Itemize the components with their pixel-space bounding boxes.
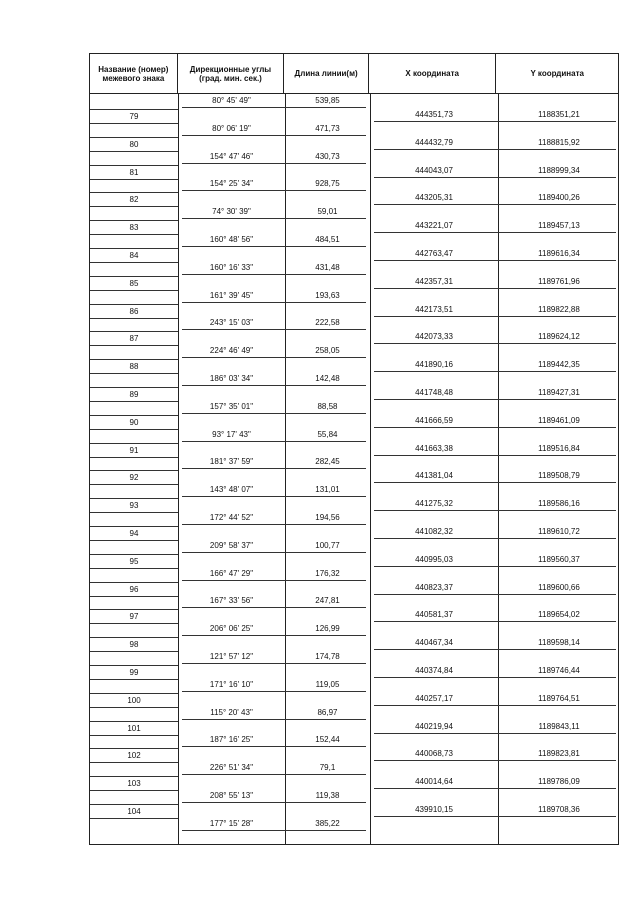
point-y: 1189761,96 — [538, 276, 580, 286]
segment-angle: 154° 25' 34" — [209, 179, 254, 189]
point-x: 440467,34 — [415, 638, 453, 648]
coord-underline — [374, 510, 616, 511]
point-y: 1189610,72 — [538, 526, 580, 536]
row-divider — [90, 234, 178, 235]
point-name: 82 — [129, 195, 139, 205]
row-divider — [90, 331, 178, 332]
point-x: 444351,73 — [415, 109, 453, 119]
point-x: 440581,37 — [415, 610, 453, 620]
segment-length: 282,45 — [315, 457, 340, 467]
point-y: 1189786,09 — [538, 777, 580, 787]
segment-angle: 226° 51' 34" — [209, 763, 254, 773]
segment-angle: 209° 58' 37" — [209, 540, 254, 550]
segment-underline — [182, 691, 366, 692]
segment-angle: 172° 44' 52" — [209, 513, 254, 522]
point-y: 1189708,36 — [538, 804, 580, 814]
segment-angle: 181° 37' 59" — [209, 457, 254, 467]
coord-underline — [374, 427, 616, 428]
point-name: 91 — [129, 445, 139, 455]
point-y: 1188999,34 — [538, 165, 580, 175]
row-divider — [90, 192, 178, 193]
row-divider — [90, 818, 178, 819]
coord-underline — [374, 149, 616, 150]
point-x: 442073,33 — [415, 332, 453, 342]
point-name: 94 — [129, 528, 139, 538]
point-x: 441663,38 — [415, 443, 453, 453]
row-divider — [90, 457, 178, 458]
point-x: 443221,07 — [415, 221, 453, 231]
segment-underline — [182, 163, 366, 164]
header-x: X координата — [369, 54, 497, 93]
segment-length: 88,58 — [317, 401, 338, 411]
segment-underline — [182, 357, 366, 358]
point-y: 1188351,21 — [538, 109, 580, 119]
point-y: 1189746,44 — [538, 665, 580, 675]
point-x: 442173,51 — [415, 304, 453, 314]
segment-length: 86,97 — [317, 707, 338, 717]
row-divider — [90, 776, 178, 777]
segment-length: 152,44 — [315, 735, 340, 745]
segment-angle: 186° 03' 34" — [209, 374, 254, 383]
coord-underline — [374, 399, 616, 400]
table-header — [89, 53, 619, 94]
point-y: 1189400,26 — [538, 193, 580, 203]
coord-underline — [374, 232, 616, 233]
segment-angle: 80° 06' 19" — [212, 123, 251, 133]
point-x: 440219,94 — [415, 721, 453, 731]
row-divider — [90, 637, 178, 638]
segment-length: 258,05 — [315, 346, 340, 356]
segment-length: 539,85 — [315, 96, 340, 105]
coord-underline — [374, 788, 616, 789]
segment-underline — [182, 218, 366, 219]
point-name: 98 — [129, 640, 139, 650]
row-divider — [90, 248, 178, 249]
segment-angle: 93° 17' 43" — [212, 429, 251, 439]
segment-length: 119,38 — [315, 791, 340, 800]
row-divider — [90, 220, 178, 221]
segment-underline — [182, 468, 366, 469]
row-divider — [90, 484, 178, 485]
row-divider — [90, 512, 178, 513]
segment-length: 174,78 — [315, 652, 340, 661]
point-y: 1189843,11 — [538, 721, 580, 731]
segment-angle: 143° 48' 07" — [209, 485, 254, 495]
point-x: 439910,15 — [415, 804, 453, 814]
segment-underline — [182, 830, 366, 831]
segment-length: 193,63 — [315, 290, 340, 300]
row-divider — [90, 304, 178, 305]
header-length: Длина линии(м) — [284, 54, 369, 93]
row-divider — [90, 651, 178, 652]
row-divider — [90, 693, 178, 694]
point-x: 441890,16 — [415, 360, 453, 370]
row-divider — [90, 359, 178, 360]
segment-angle: 177° 15' 28" — [209, 818, 254, 828]
coord-underline — [374, 204, 616, 205]
point-name: 83 — [129, 223, 139, 233]
segment-angle: 74° 30' 39" — [212, 207, 251, 217]
point-name: 103 — [127, 779, 141, 789]
row-divider — [90, 623, 178, 624]
column-divider — [498, 94, 499, 844]
segment-underline — [182, 663, 366, 664]
coord-underline — [374, 816, 616, 817]
point-x: 442763,47 — [415, 248, 453, 258]
row-divider — [90, 596, 178, 597]
point-x: 443205,31 — [415, 193, 453, 203]
segment-angle: 166° 47' 29" — [209, 568, 254, 578]
segment-length: 484,51 — [315, 235, 340, 244]
coord-underline — [374, 177, 616, 178]
segment-length: 126,99 — [315, 624, 340, 634]
row-divider — [90, 401, 178, 402]
row-divider — [90, 790, 178, 791]
point-name: 81 — [129, 167, 139, 177]
segment-length: 247,81 — [315, 596, 340, 606]
point-name: 84 — [129, 250, 139, 260]
row-divider — [90, 470, 178, 471]
segment-angle: 157° 35' 01" — [209, 401, 254, 411]
segment-length: 100,77 — [315, 540, 340, 550]
segment-underline — [182, 774, 366, 775]
coord-underline — [374, 594, 616, 595]
coord-underline — [374, 649, 616, 650]
row-divider — [90, 443, 178, 444]
header-angle: Дирекционные углы (град. мин. сек.) — [178, 54, 285, 93]
point-x: 440257,17 — [415, 693, 453, 703]
segment-length: 928,75 — [315, 179, 340, 189]
row-divider — [90, 345, 178, 346]
segment-length: 142,48 — [315, 374, 340, 383]
segment-angle: 80° 45' 49" — [212, 96, 251, 105]
point-x: 441082,32 — [415, 526, 453, 536]
point-name: 86 — [129, 306, 139, 316]
row-divider — [90, 735, 178, 736]
segment-underline — [182, 135, 366, 136]
segment-underline — [182, 302, 366, 303]
segment-underline — [182, 190, 366, 191]
segment-angle: 161° 39' 45" — [209, 290, 254, 300]
coord-underline — [374, 733, 616, 734]
point-y: 1189427,31 — [538, 387, 580, 397]
point-y: 1189461,09 — [538, 415, 580, 425]
segment-angle: 154° 47' 46" — [209, 151, 254, 161]
coord-underline — [374, 538, 616, 539]
segment-underline — [182, 552, 366, 553]
row-divider — [90, 804, 178, 805]
segment-length: 385,22 — [315, 818, 340, 828]
segment-angle: 243° 15' 03" — [209, 318, 254, 328]
point-x: 440823,37 — [415, 582, 453, 592]
row-divider — [90, 582, 178, 583]
row-divider — [90, 137, 178, 138]
row-divider — [90, 206, 178, 207]
point-name: 89 — [129, 389, 139, 399]
point-y: 1189442,35 — [538, 360, 580, 370]
row-divider — [90, 679, 178, 680]
point-x: 444432,79 — [415, 137, 453, 147]
point-y: 1189457,13 — [538, 221, 580, 231]
row-divider — [90, 109, 178, 110]
segment-length: 194,56 — [315, 513, 340, 522]
row-divider — [90, 151, 178, 152]
point-y: 1189822,88 — [538, 304, 580, 314]
segment-angle: 208° 55' 13" — [209, 791, 254, 800]
point-y: 1188815,92 — [538, 137, 580, 147]
point-name: 102 — [127, 751, 141, 761]
point-x: 440995,03 — [415, 554, 453, 564]
coord-underline — [374, 677, 616, 678]
point-name: 85 — [129, 278, 139, 288]
point-x: 441381,04 — [415, 471, 453, 481]
segment-underline — [182, 802, 366, 803]
segment-angle: 224° 46' 49" — [209, 346, 254, 356]
segment-angle: 167° 33' 56" — [209, 596, 254, 606]
row-divider — [90, 373, 178, 374]
coord-underline — [374, 566, 616, 567]
segment-underline — [182, 413, 366, 414]
segment-angle: 206° 06' 25" — [209, 624, 254, 634]
coordinates-table — [89, 53, 619, 845]
coord-underline — [374, 482, 616, 483]
segment-underline — [182, 274, 366, 275]
point-name: 95 — [129, 556, 139, 566]
segment-length: 79,1 — [319, 763, 336, 773]
point-name: 96 — [129, 584, 139, 594]
segment-underline — [182, 635, 366, 636]
row-divider — [90, 290, 178, 291]
table-body — [89, 94, 619, 845]
coord-underline — [374, 621, 616, 622]
point-y: 1189508,79 — [538, 471, 580, 481]
row-divider — [90, 415, 178, 416]
row-divider — [90, 609, 178, 610]
point-name: 101 — [127, 723, 141, 733]
segment-underline — [182, 246, 366, 247]
segment-length: 430,73 — [315, 151, 340, 161]
coord-underline — [374, 121, 616, 122]
coord-underline — [374, 343, 616, 344]
segment-underline — [182, 719, 366, 720]
row-divider — [90, 498, 178, 499]
row-divider — [90, 665, 178, 666]
segment-length: 431,48 — [315, 262, 340, 272]
point-name: 92 — [129, 473, 139, 483]
segment-underline — [182, 496, 366, 497]
point-name: 99 — [129, 667, 139, 677]
point-name: 93 — [129, 501, 139, 511]
segment-length: 131,01 — [315, 485, 340, 495]
coord-underline — [374, 760, 616, 761]
point-name: 87 — [129, 334, 139, 344]
row-divider — [90, 568, 178, 569]
segment-angle: 160° 16' 33" — [209, 262, 254, 272]
segment-angle: 171° 16' 10" — [209, 679, 254, 689]
row-divider — [90, 707, 178, 708]
point-y: 1189654,02 — [538, 610, 580, 620]
segment-underline — [182, 329, 366, 330]
row-divider — [90, 429, 178, 430]
row-divider — [90, 276, 178, 277]
segment-angle: 160° 48' 56" — [209, 235, 254, 244]
row-divider — [90, 165, 178, 166]
row-divider — [90, 318, 178, 319]
point-y: 1189616,34 — [538, 248, 580, 258]
segment-underline — [182, 746, 366, 747]
point-y: 1189624,12 — [538, 332, 580, 342]
row-divider — [90, 526, 178, 527]
segment-length: 55,84 — [317, 429, 338, 439]
point-name: 90 — [129, 417, 139, 427]
point-y: 1189598,14 — [538, 638, 580, 648]
row-divider — [90, 748, 178, 749]
point-y: 1189764,51 — [538, 693, 580, 703]
coord-underline — [374, 371, 616, 372]
point-x: 442357,31 — [415, 276, 453, 286]
row-divider — [90, 554, 178, 555]
point-x: 441748,48 — [415, 387, 453, 397]
point-name: 104 — [127, 806, 141, 816]
point-y: 1189586,16 — [538, 499, 580, 509]
point-x: 440068,73 — [415, 749, 453, 759]
point-x: 441275,32 — [415, 499, 453, 509]
segment-underline — [182, 580, 366, 581]
point-name: 100 — [127, 695, 141, 705]
segment-length: 59,01 — [317, 207, 338, 217]
row-divider — [90, 262, 178, 263]
segment-angle: 187° 16' 25" — [209, 735, 254, 745]
point-name: 80 — [129, 139, 139, 149]
row-divider — [90, 762, 178, 763]
point-name: 79 — [129, 111, 139, 121]
segment-angle: 121° 57' 12" — [209, 652, 254, 661]
segment-length: 222,58 — [315, 318, 340, 328]
point-name: 97 — [129, 612, 139, 622]
coord-underline — [374, 288, 616, 289]
segment-angle: 115° 20' 43" — [210, 707, 253, 717]
coord-underline — [374, 316, 616, 317]
point-x: 444043,07 — [415, 165, 453, 175]
coord-underline — [374, 705, 616, 706]
row-divider — [90, 123, 178, 124]
header-name: Название (номер) межевого знака — [90, 54, 178, 93]
row-divider — [90, 721, 178, 722]
point-y: 1189600,66 — [538, 582, 580, 592]
segment-underline — [182, 385, 366, 386]
point-y: 1189516,84 — [538, 443, 580, 453]
row-divider — [90, 540, 178, 541]
column-divider — [370, 94, 371, 844]
point-name: 88 — [129, 362, 139, 372]
coord-underline — [374, 260, 616, 261]
segment-underline — [182, 107, 366, 108]
coord-underline — [374, 455, 616, 456]
segment-underline — [182, 441, 366, 442]
point-x: 440374,84 — [415, 665, 453, 675]
point-y: 1189560,37 — [538, 554, 580, 564]
segment-length: 471,73 — [315, 123, 340, 133]
row-divider — [90, 387, 178, 388]
header-y: Y координата — [530, 69, 584, 78]
point-x: 441666,59 — [415, 415, 453, 425]
point-x: 440014,64 — [415, 777, 453, 787]
segment-underline — [182, 607, 366, 608]
segment-underline — [182, 524, 366, 525]
row-divider — [90, 179, 178, 180]
column-divider — [178, 94, 179, 844]
segment-length: 176,32 — [315, 568, 340, 578]
segment-length: 119,05 — [315, 679, 340, 689]
point-y: 1189823,81 — [538, 749, 580, 759]
